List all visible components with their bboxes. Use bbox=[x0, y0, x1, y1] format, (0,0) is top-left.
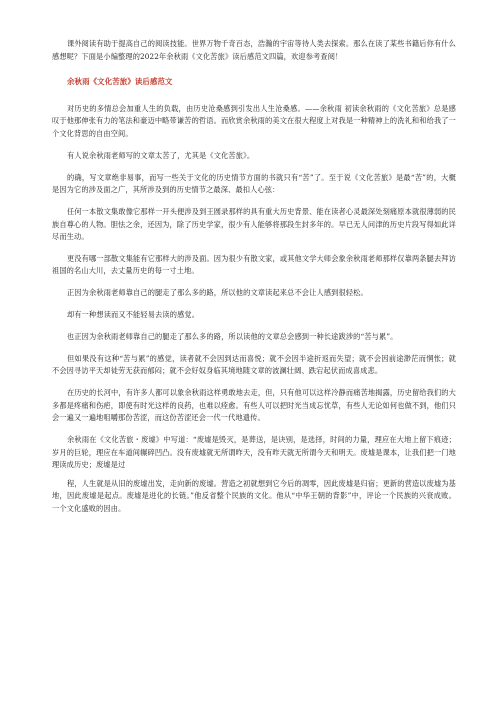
body-paragraph: 任何一本散文集敢像它那样一开头便涉及到王圆录那样的具有重大历史背景、能在读者心灵最深处刻痛原本就很薄弱的民族自尊心的人物。胆怯之余，还因为，除了历史学家，很少有人能够将那段生封多年的。早已无人问津的历史片段写得如此详尽而生动。 bbox=[52, 206, 456, 242]
body-paragraph: 更没有哪一部散文集能有它那样大的涉及面。因为很少有散文家，或其他文学大师会象余秋雨老师那样仅靠两条腿去拜访祖国的名山大川，去丈量历史的每一寸土地。 bbox=[52, 253, 456, 276]
body-paragraph: 却有一种想读而又不能轻易去读的感觉。 bbox=[67, 310, 200, 320]
body-paragraph: 余秋雨在《文化苦旅・废墟》中写道：“废墟是毁灭，是葬送，是诀别，是选择，时间的力量，理应在大地上留下痕迹；岁月的巨轮，理应在车道间辗碎凹凸。没有废墟就无所谓昨天，没有昨天就无所谓今天和明天。废墟是课本，让我们把一门地理读成历史；废墟是过 bbox=[52, 434, 456, 470]
section-title: 余秋雨《文化苦旅》读后感范文 bbox=[67, 77, 173, 87]
body-paragraph: 程，人生就是从旧的废墟出发，走向新的废墟。营造之初就想到它今后的凋零，因此废墟是归宿；更新的营造以废墟为基地，因此废墟是起点。废墟是进化的长链。”他反省整个民族的文化。他从“中华王朝的背影”中，评论一个民族的兴衰成败。一个文化盛败的因由。 bbox=[52, 478, 456, 513]
body-paragraph: 的确，写文章绝非易事，而写一些关于文化的历史情节方面的书就只有“苦”了。至于说《文化苦旅》是最“苦”的，大概是因为它的涉及面之广，其所涉及到的历史情节之最深、最扣人心弦： bbox=[52, 172, 456, 195]
body-paragraph: 有人说余秋雨老师写的文章太苦了，尤其是《文化苦旅》。 bbox=[67, 150, 255, 160]
body-paragraph: 对历史的多情总会加重人生的负载，由历史沧桑感到引发出人生沧桑感。——余秋雨 初读余秋雨的《文化苦旅》总是感叹于他那伸张有力的笔法和豪迈中略带谦苦的哲语。而欣赏余秋雨的美文在很大程度上对我是一种精神上的洗礼和和给我了一个文化背思的自由空间。 bbox=[52, 103, 456, 138]
intro-paragraph: 课外阅读有助于提高自己的阅读技能。世界万物千奇百态，浩瀚的宇宙等待人类去探索。那么在读了某些书籍后你有什么感想呢？下面是小编整理的2022年余秋雨《文化苦旅》读后感范文四篇，欢迎参考查阅！ bbox=[52, 39, 456, 61]
body-paragraph: 在历史的长河中，有许多人都可以象余秋雨这样勇敢地去走，但，只有他可以这样冷静而痛苦地揭露，历史留给我们的大多都是疼痛和伤疤，即使有时光这样的良药，也难以痊愈。有些人可以把时光当成忘忧草，有些人无论如何也做不到，他们只会一遍又一遍地咀嚼那份苦涩，而这份苦涩还会一代一代地遗传。 bbox=[52, 387, 456, 423]
body-paragraph: 正因为余秋雨老师靠自己的腿走了那么多的路，所以他的文章读起来总不会让人感到很轻松。 bbox=[67, 288, 368, 298]
body-paragraph: 但如果没有这种“苦与累”的感觉，读者就不会因到达而喜悦；就不会因半途折返而失望；就不会因前途渺茫而惘怅；就不会因寻访平天却徒劳无获而郁闷；就不会好奴身临其境地随文章的波澜壮阔、跌宕起伏而成喜成悲。 bbox=[52, 353, 456, 376]
body-paragraph: 也正因为余秋雨老师靠自己的腿走了那么多的路，所以读他的文章总会感到一种长途跋涉的“苦与累”。 bbox=[67, 331, 398, 341]
